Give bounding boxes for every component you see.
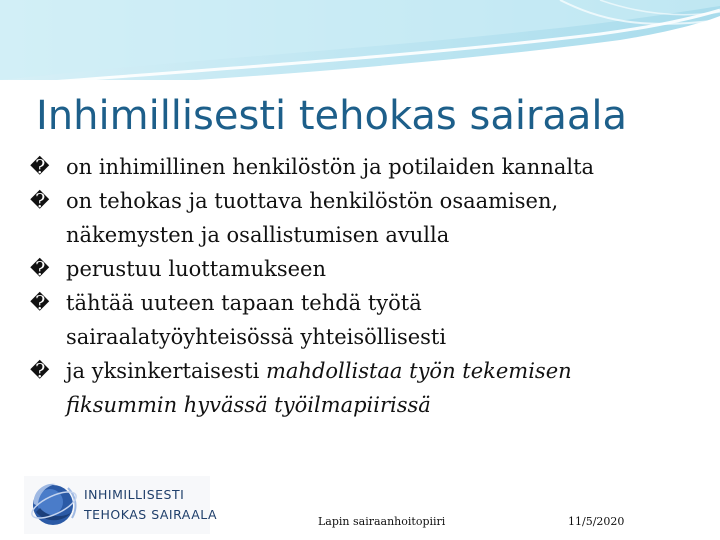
bullet-item	[30, 354, 680, 422]
logo-line-1: INHIMILLISESTI	[84, 487, 185, 502]
bullet-marker-icon: �	[30, 258, 50, 280]
bullet-text: perustuu luottamukseen	[66, 257, 326, 281]
bullet-text: on tehokas ja tuottava henkilöstön osaamisen,	[66, 189, 559, 213]
bullet-item	[30, 184, 680, 252]
bullet-marker-icon: �	[30, 360, 50, 382]
bullet-list	[30, 150, 680, 422]
bullet-item	[30, 150, 680, 184]
bullet-text-continued: sairaalatyöyhteisössä yhteisöllisesti	[66, 325, 447, 349]
bullet-text: on inhimillinen henkilöstön ja potilaiden kannalta	[66, 155, 595, 179]
bullet-marker-icon: �	[30, 292, 50, 314]
bullet-item	[30, 286, 680, 354]
bullet-item	[30, 252, 680, 286]
bullet-text-mixed	[66, 354, 680, 388]
bullet-marker-icon: �	[30, 190, 50, 212]
header-wave-graphic	[0, 0, 720, 92]
bullet-marker-icon: �	[30, 156, 50, 178]
bullet-text-continued: näkemysten ja osallistumisen avulla	[66, 223, 450, 247]
logo	[24, 476, 218, 534]
header-decoration	[0, 0, 720, 92]
logo-text	[84, 485, 217, 525]
bullet-text-italic: mahdollistaa työn tekemisen	[266, 359, 572, 383]
globe-swirl-logo-icon	[28, 478, 82, 532]
bullet-text: tähtää uuteen tapaan tehdä työtä	[66, 291, 422, 315]
bullet-text-italic-continued: fiksummin hyvässä työilmapiirissä	[66, 393, 431, 417]
logo-line-2: TEHOKAS SAIRAALA	[84, 507, 218, 522]
footer-organization: Lapin sairaanhoitopiiri	[318, 515, 446, 528]
slide-title: Inhimillisesti tehokas sairaala	[36, 93, 628, 139]
footer-date: 11/5/2020	[568, 515, 625, 528]
bullet-text: ja yksinkertaisesti	[66, 359, 266, 383]
